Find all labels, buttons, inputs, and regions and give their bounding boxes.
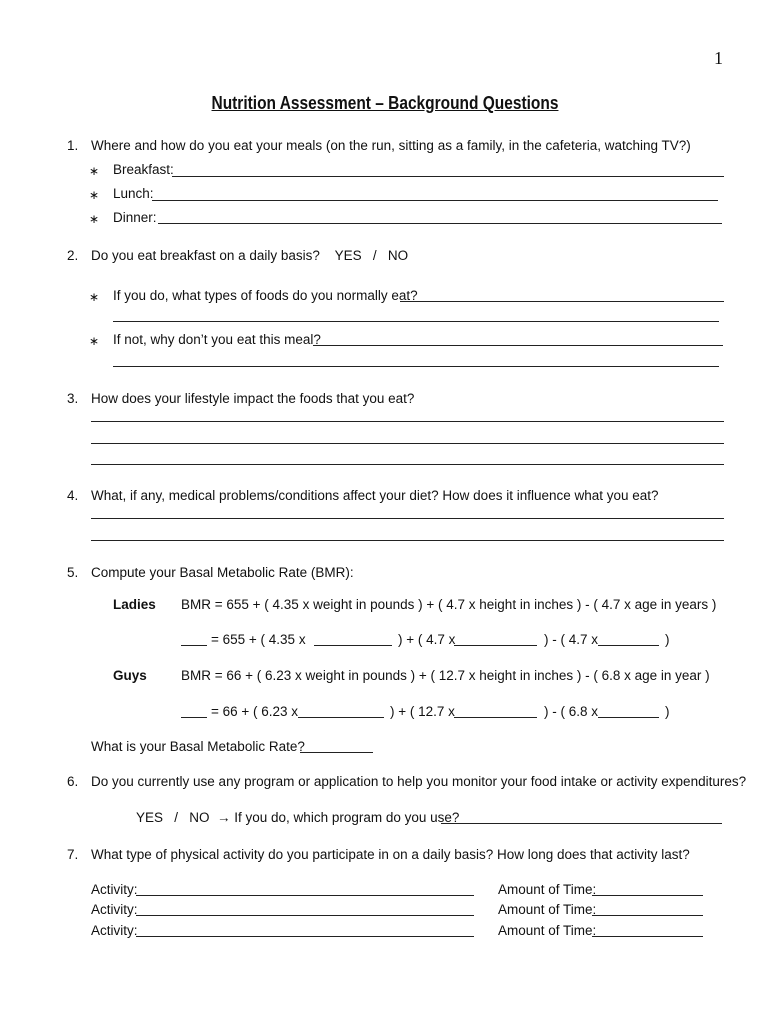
q3-answer-line-3[interactable]	[91, 464, 724, 465]
time-answer-line-2[interactable]	[592, 915, 703, 916]
q6-text: Do you currently use any program or application to help you monitor your food intake or activity expenditures?	[91, 774, 747, 789]
q6-number: 6.	[67, 774, 79, 789]
q1-breakfast-answer-line[interactable]	[172, 176, 724, 177]
activity-label: Activity:	[91, 882, 138, 897]
q5-text: Compute your Basal Metabolic Rate (BMR):	[91, 565, 354, 580]
q2-sub1-answer-line-2[interactable]	[113, 321, 719, 322]
q3-text: How does your lifestyle impact the foods that you eat?	[91, 391, 415, 406]
bullet-icon: ∗	[89, 212, 100, 226]
q2-sub2-text: If not, why don’t you eat this meal?	[113, 332, 321, 347]
guys-formula-part-d: )	[665, 704, 670, 719]
bmr-question: What is your Basal Metabolic Rate?	[91, 739, 305, 754]
guys-bmr-blank[interactable]	[181, 717, 207, 718]
bullet-icon: ∗	[89, 290, 100, 304]
activity-label: Activity:	[91, 902, 138, 917]
guys-formula-part-b: ) + ( 12.7 x	[390, 704, 455, 719]
ladies-formula-part-a: = 655 + ( 4.35 x	[211, 632, 306, 647]
ladies-formula: BMR = 655 + ( 4.35 x weight in pounds ) + ( 4.7 x height in inches ) - ( 4.7 x age in years )	[181, 597, 717, 612]
bullet-icon: ∗	[89, 164, 100, 178]
guys-label: Guys	[113, 668, 147, 683]
q7-text: What type of physical activity do you participate in on a daily basis? How long does that activity last?	[91, 847, 690, 862]
bullet-icon: ∗	[89, 188, 100, 202]
time-label: Amount of Time:	[498, 923, 597, 938]
q5-number: 5.	[67, 565, 79, 580]
guys-formula-part-c: ) - ( 6.8 x	[544, 704, 599, 719]
ladies-height-blank[interactable]	[454, 645, 537, 646]
q4-answer-line-1[interactable]	[91, 518, 724, 519]
time-answer-line-1[interactable]	[592, 895, 703, 896]
q1-text: Where and how do you eat your meals (on the run, sitting as a family, in the cafeteria, watching TV?)	[91, 138, 691, 153]
ladies-label: Ladies	[113, 597, 156, 612]
q1-dinner-answer-line[interactable]	[158, 223, 722, 224]
guys-height-blank[interactable]	[454, 717, 537, 718]
time-label: Amount of Time:	[498, 902, 597, 917]
page-title: Nutrition Assessment – Background Questions	[211, 93, 559, 113]
activity-answer-line-3[interactable]	[136, 936, 474, 937]
q3-answer-line-2[interactable]	[91, 443, 724, 444]
bullet-icon: ∗	[89, 334, 100, 348]
guys-age-blank[interactable]	[598, 717, 659, 718]
q2-number: 2.	[67, 248, 79, 263]
q2-text: Do you eat breakfast on a daily basis? YES / NO	[91, 248, 409, 263]
q2-sub2-answer-line[interactable]	[313, 345, 723, 346]
q1-lunch-answer-line[interactable]	[152, 200, 718, 201]
q2-sub2-answer-line-2[interactable]	[113, 366, 719, 367]
page-number: 1	[714, 48, 723, 68]
time-label: Amount of Time:	[498, 882, 597, 897]
q3-number: 3.	[67, 391, 79, 406]
q1-number: 1.	[67, 138, 79, 153]
ladies-bmr-blank[interactable]	[181, 645, 207, 646]
q6-program-answer-line[interactable]	[441, 823, 722, 824]
q3-answer-line-1[interactable]	[91, 421, 724, 422]
q4-number: 4.	[67, 488, 79, 503]
activity-answer-line-1[interactable]	[136, 895, 474, 896]
q6-answer-prompt: YES / NO → If you do, which program do you use?	[136, 810, 460, 825]
ladies-formula-part-d: )	[665, 632, 670, 647]
bmr-answer-blank[interactable]	[300, 752, 373, 753]
q1-lunch-label: Lunch:	[113, 186, 154, 201]
ladies-formula-part-c: ) - ( 4.7 x	[544, 632, 599, 647]
q2-sub1-answer-line[interactable]	[400, 301, 724, 302]
q2-sub1-text: If you do, what types of foods do you normally eat?	[113, 288, 418, 303]
ladies-formula-part-b: ) + ( 4.7 x	[398, 632, 456, 647]
guys-formula: BMR = 66 + ( 6.23 x weight in pounds ) + ( 12.7 x height in inches ) - ( 6.8 x age in year )	[181, 668, 710, 683]
guys-formula-part-a: = 66 + ( 6.23 x	[211, 704, 299, 719]
activity-label: Activity:	[91, 923, 138, 938]
q1-breakfast-label: Breakfast:	[113, 162, 174, 177]
time-answer-line-3[interactable]	[592, 936, 703, 937]
ladies-weight-blank[interactable]	[314, 645, 392, 646]
activity-answer-line-2[interactable]	[136, 915, 474, 916]
q4-text: What, if any, medical problems/conditions affect your diet? How does it influence what you eat?	[91, 488, 659, 503]
q1-dinner-label: Dinner:	[113, 210, 157, 225]
q7-number: 7.	[67, 847, 79, 862]
guys-weight-blank[interactable]	[298, 717, 384, 718]
q4-answer-line-2[interactable]	[91, 540, 724, 541]
ladies-age-blank[interactable]	[598, 645, 659, 646]
